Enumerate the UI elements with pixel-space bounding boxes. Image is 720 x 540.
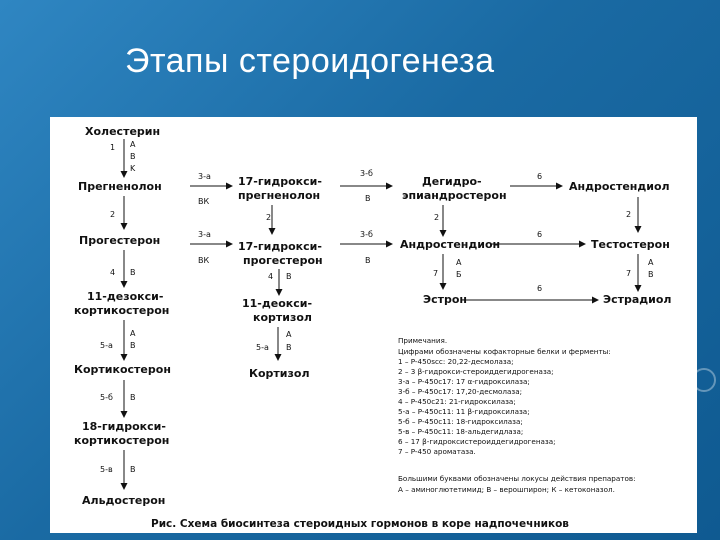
- steroidogenesis-diagram: [50, 117, 697, 533]
- notes-line: 5-б – P-450c11: 18-гидроксилаза;: [398, 417, 523, 426]
- enzyme-label: 2: [626, 210, 632, 219]
- enzyme-label: B: [130, 465, 136, 474]
- enzyme-label: A: [648, 258, 654, 267]
- enzyme-label: 5-в: [100, 465, 113, 474]
- enzyme-label: B: [286, 343, 292, 352]
- enzyme-label: 5-а: [256, 343, 269, 352]
- compound-estradiol: Эстрадиол: [603, 293, 672, 306]
- notes-line: 6 – 17 β-гидроксистероиддегидрогеназа;: [398, 437, 556, 446]
- enzyme-label: A: [130, 140, 136, 149]
- compound-pregnenolone: Прегненолон: [78, 180, 162, 193]
- compound-androstenediol: Андростендиол: [569, 180, 670, 193]
- notes-line: 3-б – P-450c17: 17,20-десмолаза;: [398, 387, 523, 396]
- enzyme-label: 3-а: [198, 172, 211, 181]
- enzyme-label: ВК: [198, 256, 210, 265]
- compound-androstenedione: Андростендион: [400, 238, 501, 251]
- enzyme-label: B: [130, 393, 136, 402]
- notes-line: 7 – P-450 ароматаза.: [398, 447, 476, 456]
- notes-line: 2 – 3 β-гидрокси-стероиддегидрогеназа;: [398, 367, 554, 376]
- compound-corticosterone: Кортикостерон: [74, 363, 171, 376]
- compound-17-hydroxyprogesterone: прогестерон: [243, 254, 323, 267]
- enzyme-label: B: [130, 268, 136, 277]
- enzyme-label: B: [286, 272, 292, 281]
- notes-line: 4 – P-450c21: 21-гидроксилаза;: [398, 397, 516, 406]
- enzyme-label: В: [365, 194, 371, 203]
- enzyme-label: 3-а: [198, 230, 211, 239]
- figure-caption: Рис. Схема биосинтеза стероидных гормонов в коре надпочечников: [151, 518, 569, 530]
- enzyme-label: 6: [537, 284, 543, 293]
- notes-heading: Примечания.: [398, 336, 448, 345]
- enzyme-label: ВК: [198, 197, 210, 206]
- compound-11-deoxycortisol: 11-деокси-: [242, 297, 313, 310]
- compound-cortisol: Кортизол: [249, 367, 310, 380]
- compound-18-hydroxycorticosterone: 18-гидрокси-: [82, 420, 166, 433]
- compound-progesterone: Прогестерон: [79, 234, 161, 247]
- enzyme-label: 7: [433, 269, 439, 278]
- compound-11-deoxycortisol: кортизол: [253, 311, 312, 324]
- notes-footer: А – аминоглютетимид; В – верошпирон; К – кетоконазол.: [398, 485, 615, 494]
- enzyme-label: 6: [537, 230, 543, 239]
- compound-dhea: Дегидро-: [422, 175, 482, 188]
- compound-doc: кортикостерон: [74, 304, 170, 317]
- compound-estrone: Эстрон: [423, 293, 467, 306]
- enzyme-label: B: [648, 270, 654, 279]
- enzyme-label: B: [130, 152, 136, 161]
- diagram-panel: [50, 117, 697, 533]
- notes-line: 5-в – P-450c11: 18-альдегидлаза;: [398, 427, 524, 436]
- compound-aldosterone: Альдостерон: [82, 494, 166, 507]
- enzyme-label: 1: [110, 143, 116, 152]
- enzyme-label: A: [286, 330, 292, 339]
- notes-line: Цифрами обозначены кофакторные белки и ферменты:: [398, 347, 611, 356]
- enzyme-label: B: [130, 341, 136, 350]
- compound-17-hydroxyprogesterone: 17-гидрокси-: [238, 240, 322, 253]
- enzyme-label: 3-б: [360, 230, 373, 239]
- compound-17-hydroxypregnenolone: 17-гидрокси-: [238, 175, 322, 188]
- enzyme-label: 2: [110, 210, 116, 219]
- enzyme-label: A: [130, 329, 136, 338]
- notes-footer: Большими буквами обозначены локусы действия препаратов:: [398, 474, 636, 483]
- notes-line: 1 – P-450scc: 20,22-десмолаза;: [398, 357, 514, 366]
- notes-line: 3-а – P-450c17: 17 α-гидроксилаза;: [398, 377, 530, 386]
- enzyme-label: 7: [626, 269, 632, 278]
- notes-line: 5-а – P-450c11: 11 β-гидроксилаза;: [398, 407, 530, 416]
- enzyme-label: Б: [456, 270, 462, 279]
- enzyme-label: 5-б: [100, 393, 113, 402]
- slide-title: Этапы стероидогенеза: [125, 42, 495, 80]
- compound-17-hydroxypregnenolone: прегненолон: [238, 189, 321, 202]
- compound-dhea: эпиандростерон: [402, 189, 507, 202]
- compound-testosterone: Тестостерон: [591, 238, 670, 251]
- enzyme-label: 2: [434, 213, 440, 222]
- enzyme-label: 6: [537, 172, 543, 181]
- enzyme-label: 4: [268, 272, 274, 281]
- enzyme-label: K: [130, 164, 136, 173]
- enzyme-label: 5-а: [100, 341, 113, 350]
- compound-doc: 11-дезокси-: [87, 290, 164, 303]
- compound-18-hydroxycorticosterone: кортикостерон: [74, 434, 170, 447]
- enzyme-label: 3-б: [360, 169, 373, 178]
- compound-cholesterol: Холестерин: [85, 125, 161, 138]
- notes-block: [398, 336, 636, 494]
- enzyme-label: 2: [266, 213, 272, 222]
- enzyme-label: 4: [110, 268, 116, 277]
- enzyme-label: A: [456, 258, 462, 267]
- enzyme-label: В: [365, 256, 371, 265]
